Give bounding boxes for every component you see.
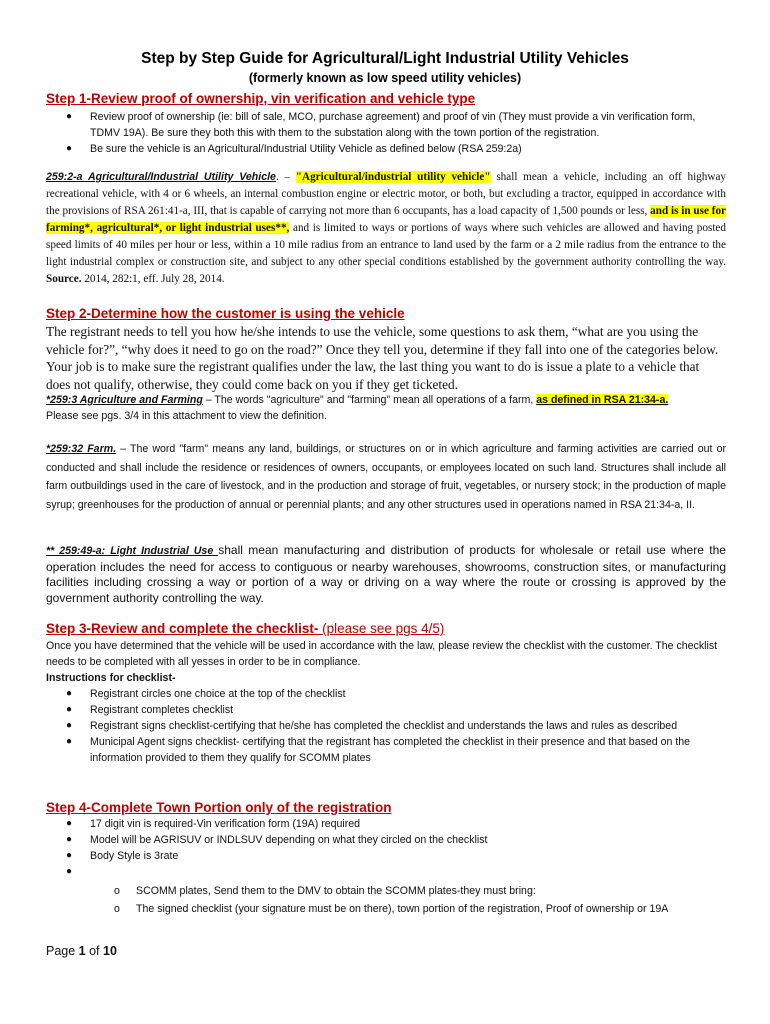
instructions-label: Instructions for checklist- bbox=[46, 672, 176, 684]
definition-term-highlight: "Agricultural/industrial utility vehicle" bbox=[295, 171, 491, 183]
bullet-icon: ● bbox=[66, 111, 73, 122]
rsa-259-3-reference: *259:3 Agriculture and Farming bbox=[46, 394, 203, 406]
step4-bullet-list bbox=[46, 816, 726, 880]
rsa-259-49a-definition: ** 259:49-a: Light Industrial Use shall mean manufacturing and distribution of products for wholesale or retail use where the operation includes the need for access to contiguous or nearby warehouses, showrooms, construction sites, or manufacturing facilities including crossing a way or portion of a way or driving on a way where the route or crossing is approved by the government authority controlling the way. bbox=[46, 543, 726, 605]
step1-bullet-list bbox=[46, 109, 726, 157]
step4-sub-bullet-list bbox=[46, 882, 726, 918]
circle-bullet-icon: o bbox=[114, 903, 120, 915]
bullet-icon: ● bbox=[66, 736, 73, 747]
list-item: ● Registrant signs checklist-certifying that he/she has completed the checklist and understands the laws and rules as described bbox=[66, 720, 678, 732]
page-total: 10 bbox=[103, 944, 117, 958]
list-item: ● Model will be AGRISUV or INDLSUV depending on what they circled on the checklist bbox=[66, 834, 488, 846]
step2-heading: Step 2-Determine how the customer is using the vehicle bbox=[46, 306, 405, 321]
bullet-icon: ● bbox=[66, 866, 73, 877]
use-requirement-highlight: and is in use for farming*, agricultural*, or light industrial uses**, bbox=[46, 205, 727, 234]
bullet-icon: ● bbox=[66, 850, 73, 861]
bullet-icon: ● bbox=[66, 720, 73, 731]
step3-paragraph: Once you have determined that the vehicle will be used in accordance with the law, please review the checklist with the customer. The checklist needs to be completed with all yesses in order to be in compliance. bbox=[46, 640, 718, 668]
page-footer: Page 1 of 10 bbox=[46, 944, 117, 958]
rsa-259-2a-reference: 259:2-a Agricultural/Industrial Utility Vehicle bbox=[46, 171, 276, 183]
rsa-259-32-reference: *259:32 Farm. bbox=[46, 443, 117, 455]
step1-heading: Step 1-Review proof of ownership, vin verification and vehicle type bbox=[46, 91, 476, 106]
step1-definition: 259:2-a Agricultural/Industrial Utility Vehicle. – "Agricultural/industrial utility vehicle" shall mean a vehicle, including an off highway recreational vehicle, with 4 or 6 wheels, an internal combustion engine or electric motor, or both, but excluding a tractor, equipped in accordance with the provisions of RSA 261:41-a, III, that is capable of carrying not more than 6 occupants, has a load capacity of 1,500 pounds or less, and is in use for farming*, agricultural*, or light industrial uses**, and is limited to ways or portions of ways where such vehicles are allowed and having posted speed limits of 40 miles per hour or less, within a 10 mile radius from an entrance to land used by the farm or a 2 mile radius from the entrance to the light industrial complex or construction site, and subject to any other special conditions established by the government authority controlling the way. Source. 2014, 282:1, eff. July 28, 2014. bbox=[46, 171, 727, 285]
step2-section bbox=[46, 306, 726, 321]
list-item: ● Municipal Agent signs checklist- certifying that the registrant has completed the checklist in their presence and that based on the information provided to them they qualify for SCOMM plates bbox=[66, 736, 691, 764]
page-title: Step by Step Guide for Agricultural/Light Industrial Utility Vehicles bbox=[141, 50, 629, 67]
list-item: ● Registrant completes checklist bbox=[66, 704, 234, 716]
list-item: o SCOMM plates, Send them to the DMV to obtain the SCOMM plates-they must bring: bbox=[46, 882, 726, 900]
list-item: ● Body Style is 3rate bbox=[66, 850, 179, 862]
bullet-icon: ● bbox=[66, 818, 73, 829]
step3-heading: Step 3-Review and complete the checklist- (please see pgs 4/5) bbox=[46, 621, 445, 636]
rsa-21-34a-link[interactable]: as defined in RSA 21:34-a. bbox=[536, 394, 669, 406]
rsa-259-49a-reference: ** 259:49-a: Light Industrial Use bbox=[46, 545, 219, 557]
step3-heading-note: (please see pgs 4/5) bbox=[318, 621, 445, 636]
list-item: ● Review proof of ownership (ie: bill of sale, MCO, purchase agreement) and proof of vin (They must provide a vin verification form, TDMV 19A). Be sure they both this with them to the substation along with the town portion of the registration. bbox=[66, 111, 696, 139]
list-item: ● Registrant circles one choice at the top of the checklist bbox=[66, 688, 346, 700]
step4-heading: Step 4-Complete Town Portion only of the registration bbox=[46, 800, 392, 815]
step1-section bbox=[46, 91, 726, 157]
bullet-icon: ● bbox=[66, 834, 73, 845]
bullet-icon: ● bbox=[66, 704, 73, 715]
step4-section bbox=[46, 800, 726, 918]
circle-bullet-icon: o bbox=[114, 885, 120, 897]
rsa-259-32-definition: *259:32 Farm. – The word "farm" means any land, buildings, or structures on or in which agriculture and farming activities are carried out or conducted and shall include the residence or residences of owners, occupants, or employees located on such land. Structures shall include all farm outbuildings used in the care of livestock, and in the production and storage of fruit, vegetables, or nursery stock; in the production of maple syrup; greenhouses for the production of annual or perennial plants; and any other structures used in operations named in RSA 21:34-a, II. bbox=[46, 443, 726, 511]
list-item: ● 17 digit vin is required-Vin verification form (19A) required bbox=[66, 818, 361, 830]
page-subtitle: (formerly known as low speed utility vehicles) bbox=[248, 71, 522, 85]
bullet-icon: ● bbox=[66, 143, 73, 154]
list-item: o The signed checklist (your signature must be on there), town portion of the registration, Proof of ownership or 19A bbox=[46, 900, 726, 918]
rsa-259-3-definition: *259:3 Agriculture and Farming – The words "agriculture" and "farming" mean all operations of a farm, as defined in RSA 21:34-a. Please see pgs. 3/4 in this attachment to view the definition. bbox=[46, 394, 669, 422]
page-number: 1 bbox=[78, 944, 86, 958]
step3-bullet-list bbox=[46, 686, 726, 766]
bullet-icon: ● bbox=[66, 688, 73, 699]
step2-paragraph: The registrant needs to tell you how he/she intends to use the vehicle, some questions to ask them, “what are you using the vehicle for?”, “why does it need to go on the road?” Once they tell you, determine if they fall into one of the categories below. Your job is to make sure the registrant qualifies under the law, the last thing you want to do is issue a plate to a vehicle that does not qualify, otherwise, they could come back on you if they get ticketed. bbox=[46, 324, 719, 392]
list-item: ● Be sure the vehicle is an Agricultural/Industrial Utility Vehicle as defined below (RSA 259:2a) bbox=[66, 143, 522, 155]
list-item bbox=[46, 864, 726, 880]
step3-section bbox=[46, 621, 726, 766]
